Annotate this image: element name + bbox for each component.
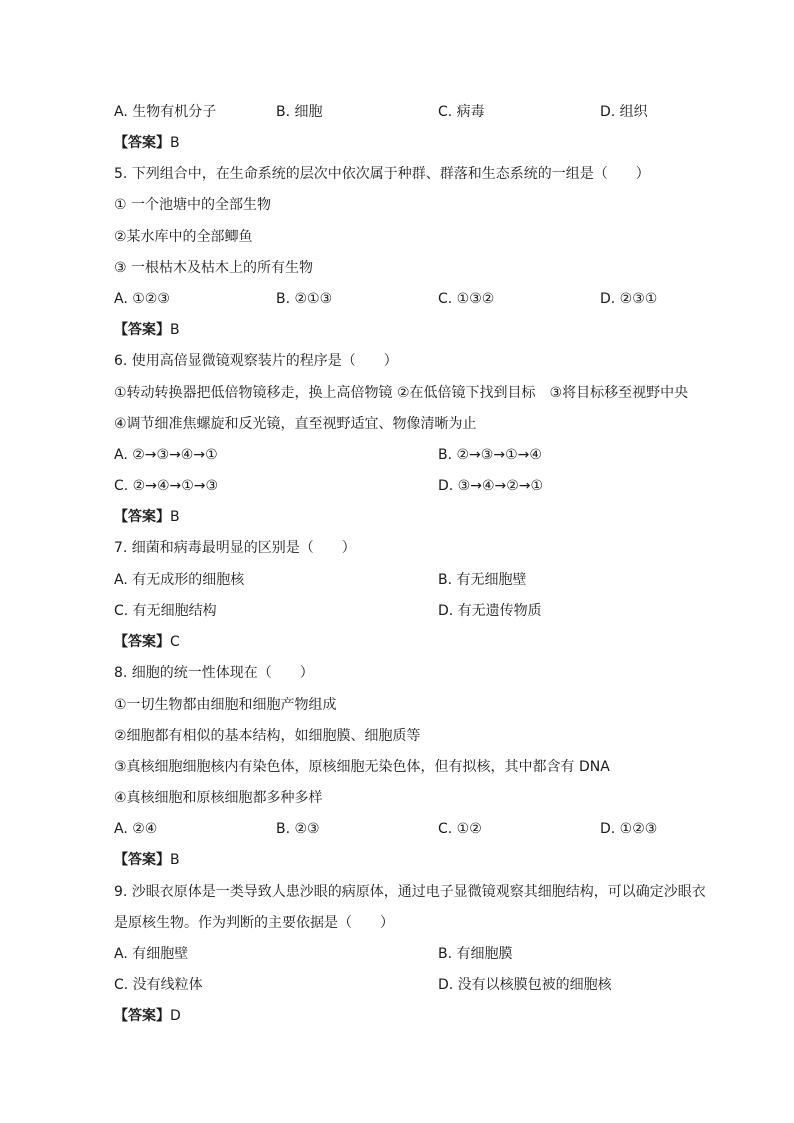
q8-answer — [114, 850, 180, 870]
answer-value: D — [170, 1008, 181, 1024]
q6-answer — [114, 507, 180, 527]
q6-item-2: ④调节细准焦螺旋和反光镜，直至视野适宜、物像清晰为止 — [114, 416, 477, 432]
q7-option-a: A. 有无成形的细胞核 — [114, 572, 245, 588]
q6-option-d: D. ③→④→②→① — [438, 478, 544, 494]
q6-stem: 6. 使用高倍显微镜观察装片的程序是（ ） — [114, 353, 398, 369]
answer-label: 【答案】 — [114, 322, 170, 338]
q9-answer — [114, 1006, 181, 1026]
q9-option-c: C. 没有线粒体 — [114, 977, 203, 993]
q4-option-b: B. 细胞 — [276, 104, 323, 120]
q5-option-c: C. ①③② — [438, 291, 495, 307]
q5-item-1: ① 一个池塘中的全部生物 — [114, 197, 272, 213]
q8-option-d: D. ①②③ — [600, 821, 658, 837]
answer-label: 【答案】 — [114, 634, 170, 650]
q8-option-c: C. ①② — [438, 821, 482, 837]
q8-item-4: ④真核细胞和原核细胞都多种多样 — [114, 790, 323, 806]
answer-label: 【答案】 — [114, 509, 170, 525]
q4-option-d: D. 组织 — [600, 104, 648, 120]
q6-option-c: C. ②→④→①→③ — [114, 478, 219, 494]
q7-answer — [114, 632, 180, 652]
answer-label: 【答案】 — [114, 135, 170, 151]
q5-option-a: A. ①②③ — [114, 291, 170, 307]
q8-option-a: A. ②④ — [114, 821, 158, 837]
q9-option-b: B. 有细胞膜 — [438, 946, 513, 962]
q4-option-a: A. 生物有机分子 — [114, 104, 217, 120]
q8-item-1: ①一切生物都由细胞和细胞产物组成 — [114, 697, 337, 713]
q9-stem-line-2: 是原核生物。作为判断的主要依据是（ ） — [114, 915, 394, 931]
q8-option-b: B. ②③ — [276, 821, 320, 837]
q9-option-a: A. 有细胞壁 — [114, 946, 189, 962]
q5-stem: 5. 下列组合中，在生命系统的层次中依次属于种群、群落和生态系统的一组是（ ） — [114, 166, 650, 182]
q6-item-1: ①转动转换器把低倍物镜移走，换上高倍物镜 ②在低倍镜下找到目标 ③将目标移至视野中央 — [114, 385, 689, 401]
q8-stem: 8. 细胞的统一性体现在（ ） — [114, 665, 314, 681]
q7-option-d: D. 有无遗传物质 — [438, 603, 542, 619]
answer-value: B — [170, 135, 180, 151]
q7-stem: 7. 细菌和病毒最明显的区别是（ ） — [114, 540, 356, 556]
q4-answer — [114, 133, 180, 153]
q9-stem-line-1: 9. 沙眼衣原体是一类导致人患沙眼的病原体，通过电子显微镜观察其细胞结构，可以确定沙眼衣 — [114, 884, 706, 900]
q8-item-3: ③真核细胞细胞核内有染色体，原核细胞无染色体，但有拟核，其中都含有 DNA — [114, 759, 610, 775]
q5-option-b: B. ②①③ — [276, 291, 333, 307]
q4-option-c: C. 病毒 — [438, 104, 485, 120]
q5-item-3: ③ 一根枯木及枯木上的所有生物 — [114, 260, 314, 276]
answer-label: 【答案】 — [114, 1008, 170, 1024]
answer-label: 【答案】 — [114, 852, 170, 868]
answer-value: C — [170, 634, 180, 650]
q6-option-b: B. ②→③→①→④ — [438, 447, 542, 463]
q9-option-d: D. 没有以核膜包被的细胞核 — [438, 977, 612, 993]
q5-answer — [114, 320, 180, 340]
q5-item-2: ②某水库中的全部鲫鱼 — [114, 229, 253, 245]
q5-option-d: D. ②③① — [600, 291, 658, 307]
q7-option-c: C. 有无细胞结构 — [114, 603, 217, 619]
q7-option-b: B. 有无细胞壁 — [438, 572, 527, 588]
q8-item-2: ②细胞都有相似的基本结构，如细胞膜、细胞质等 — [114, 728, 421, 744]
q6-option-a: A. ②→③→④→① — [114, 447, 218, 463]
answer-value: B — [170, 322, 180, 338]
answer-value: B — [170, 509, 180, 525]
answer-value: B — [170, 852, 180, 868]
